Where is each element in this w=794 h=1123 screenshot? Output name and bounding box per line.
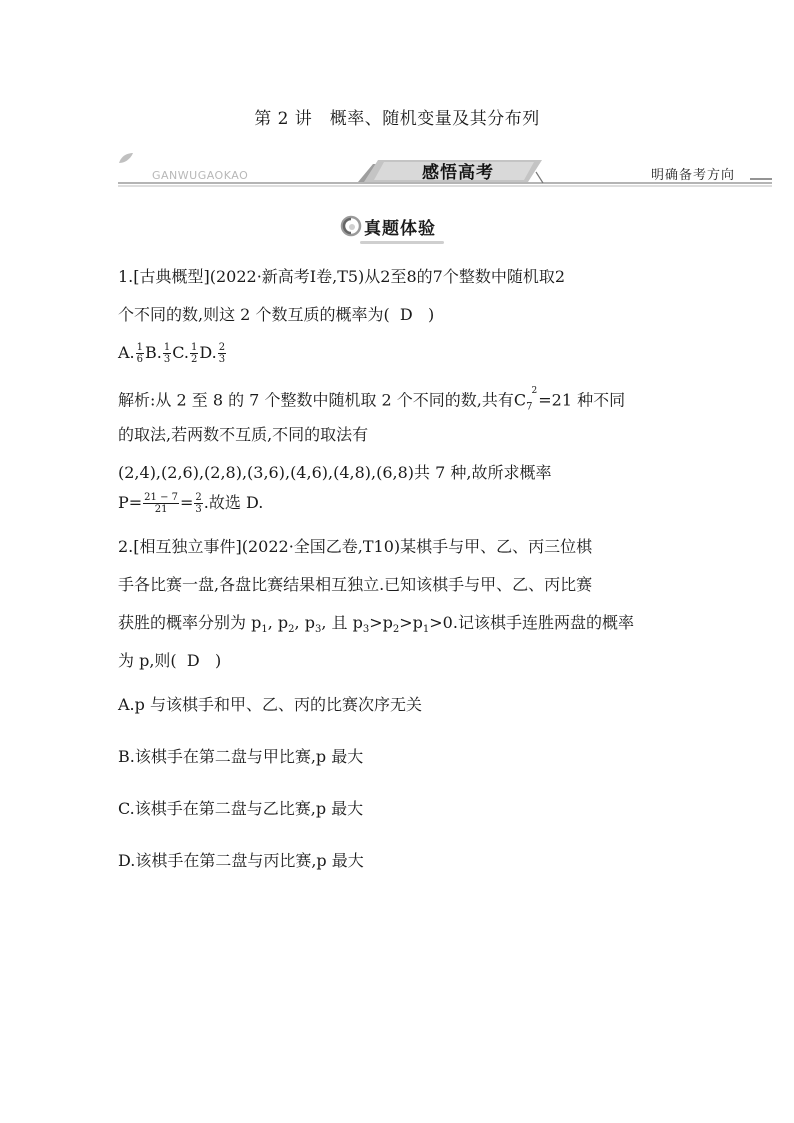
q1-option-d-letter: D.: [199, 343, 217, 362]
solution-text: 解析:从 2 至 8 的 7 个整数中随机取 2 个不同的数,共有: [118, 390, 514, 410]
leaf-icon: [118, 152, 134, 164]
section-banner: [118, 152, 778, 188]
q2-text: 为 p,则(: [118, 651, 177, 670]
subscript: 3: [362, 624, 370, 636]
page-title: 第 2 讲 概率、随机变量及其分布列: [254, 109, 540, 129]
frac-num: 2: [218, 342, 226, 353]
q2-line3: [118, 608, 678, 638]
banner-right-text: 明确备考方向: [651, 168, 736, 183]
question-1: [118, 262, 678, 518]
q2-option-c: C.该棋手在第二盘与乙比赛,p 最大: [118, 799, 364, 818]
subscript: 1: [261, 624, 268, 636]
q1-line1: 1.[古典概型](2022·新高考Ⅰ卷,T5)从2至8的7个整数中随机取2: [118, 267, 566, 286]
q1-options: [118, 338, 678, 368]
frac-num: 21 − 7: [144, 492, 178, 503]
banner-center-text: 感悟高考: [422, 163, 494, 183]
q1-solution-line2: 的取法,若两数不互质,不同的取法有: [118, 425, 369, 444]
subscript: 2: [288, 624, 295, 636]
q2-text: >p: [399, 613, 423, 632]
frac-num: 1: [191, 342, 198, 353]
combination-symbol: [514, 382, 538, 423]
prob-prefix: P=: [118, 493, 143, 512]
q1-option-c-fraction: [190, 342, 198, 365]
q1-paren: ): [427, 305, 435, 324]
q2-line2: 手各比赛一盘,各盘比赛结果相互独立.已知该棋手与甲、乙、丙比赛: [118, 575, 593, 594]
prob-fraction: [143, 492, 179, 515]
q2-line4: [118, 646, 678, 676]
prob-result-fraction: [194, 492, 202, 515]
comb-base: C: [513, 390, 527, 410]
q2-answer: D: [186, 651, 200, 670]
q2-line1: 2.[相互独立事件](2022·全国乙卷,T10)某棋手与甲、乙、丙三位棋: [118, 537, 593, 556]
q1-option-a-letter: A.: [118, 343, 135, 362]
frac-den: 3: [218, 354, 226, 365]
q1-answer: D: [399, 305, 413, 324]
frac-den: 3: [195, 504, 202, 515]
section-label: 真题体验: [364, 214, 436, 239]
q1-solution-line4: [118, 488, 678, 518]
q1-option-b-letter: B.: [145, 343, 162, 362]
frac-num: 1: [136, 342, 144, 353]
q2-text: , 且 p: [321, 613, 363, 632]
frac-den: 6: [136, 354, 144, 365]
question-2: [118, 532, 678, 876]
q1-line2: [118, 300, 678, 330]
comb-sup: 2: [531, 386, 538, 396]
q1-option-d-fraction: [218, 342, 226, 365]
q2-text: >p: [369, 613, 393, 632]
section-heading: [340, 212, 436, 240]
prob-eq: =: [180, 493, 194, 512]
q1-solution-line1: [118, 382, 678, 412]
q1-option-b-fraction: [163, 342, 171, 365]
subscript: 2: [392, 624, 400, 636]
content-body: [118, 262, 678, 876]
q2-text: , p: [294, 613, 315, 632]
banner-left-text: GANWUGAOKAO: [152, 169, 249, 182]
q1-stem-text: 个不同的数,则这 2 个数互质的概率为(: [118, 305, 390, 324]
frac-num: 1: [163, 342, 171, 353]
swirl-icon: [340, 215, 362, 237]
subscript: 1: [422, 624, 430, 636]
prob-suffix: .故选 D.: [203, 493, 264, 512]
frac-den: 3: [163, 354, 171, 365]
comb-sub: 7: [526, 401, 533, 413]
q1-option-c-letter: C.: [172, 343, 189, 362]
q2-text: 获胜的概率分别为 p: [118, 613, 262, 632]
q2-option-b: B.该棋手在第二盘与甲比赛,p 最大: [118, 747, 364, 766]
q2-text: , p: [267, 613, 289, 632]
q2-paren: ): [214, 651, 222, 670]
subscript: 3: [314, 624, 322, 636]
q2-option-a: A.p 与该棋手和甲、乙、丙的比赛次序无关: [118, 695, 422, 714]
q2-text: >0.记该棋手连胜两盘的概率: [429, 613, 634, 632]
q1-solution-line3: (2,4),(2,6),(2,8),(3,6),(4,6),(4,8),(6,8)共 7 种,故所求概率: [118, 463, 552, 482]
frac-num: 2: [195, 492, 202, 503]
q2-option-d: D.该棋手在第二盘与丙比赛,p 最大: [118, 851, 364, 870]
frac-den: 21: [154, 504, 168, 515]
solution-text: =21 种不同: [538, 390, 626, 410]
frac-den: 2: [191, 354, 198, 365]
q1-option-a-fraction: [136, 342, 144, 365]
